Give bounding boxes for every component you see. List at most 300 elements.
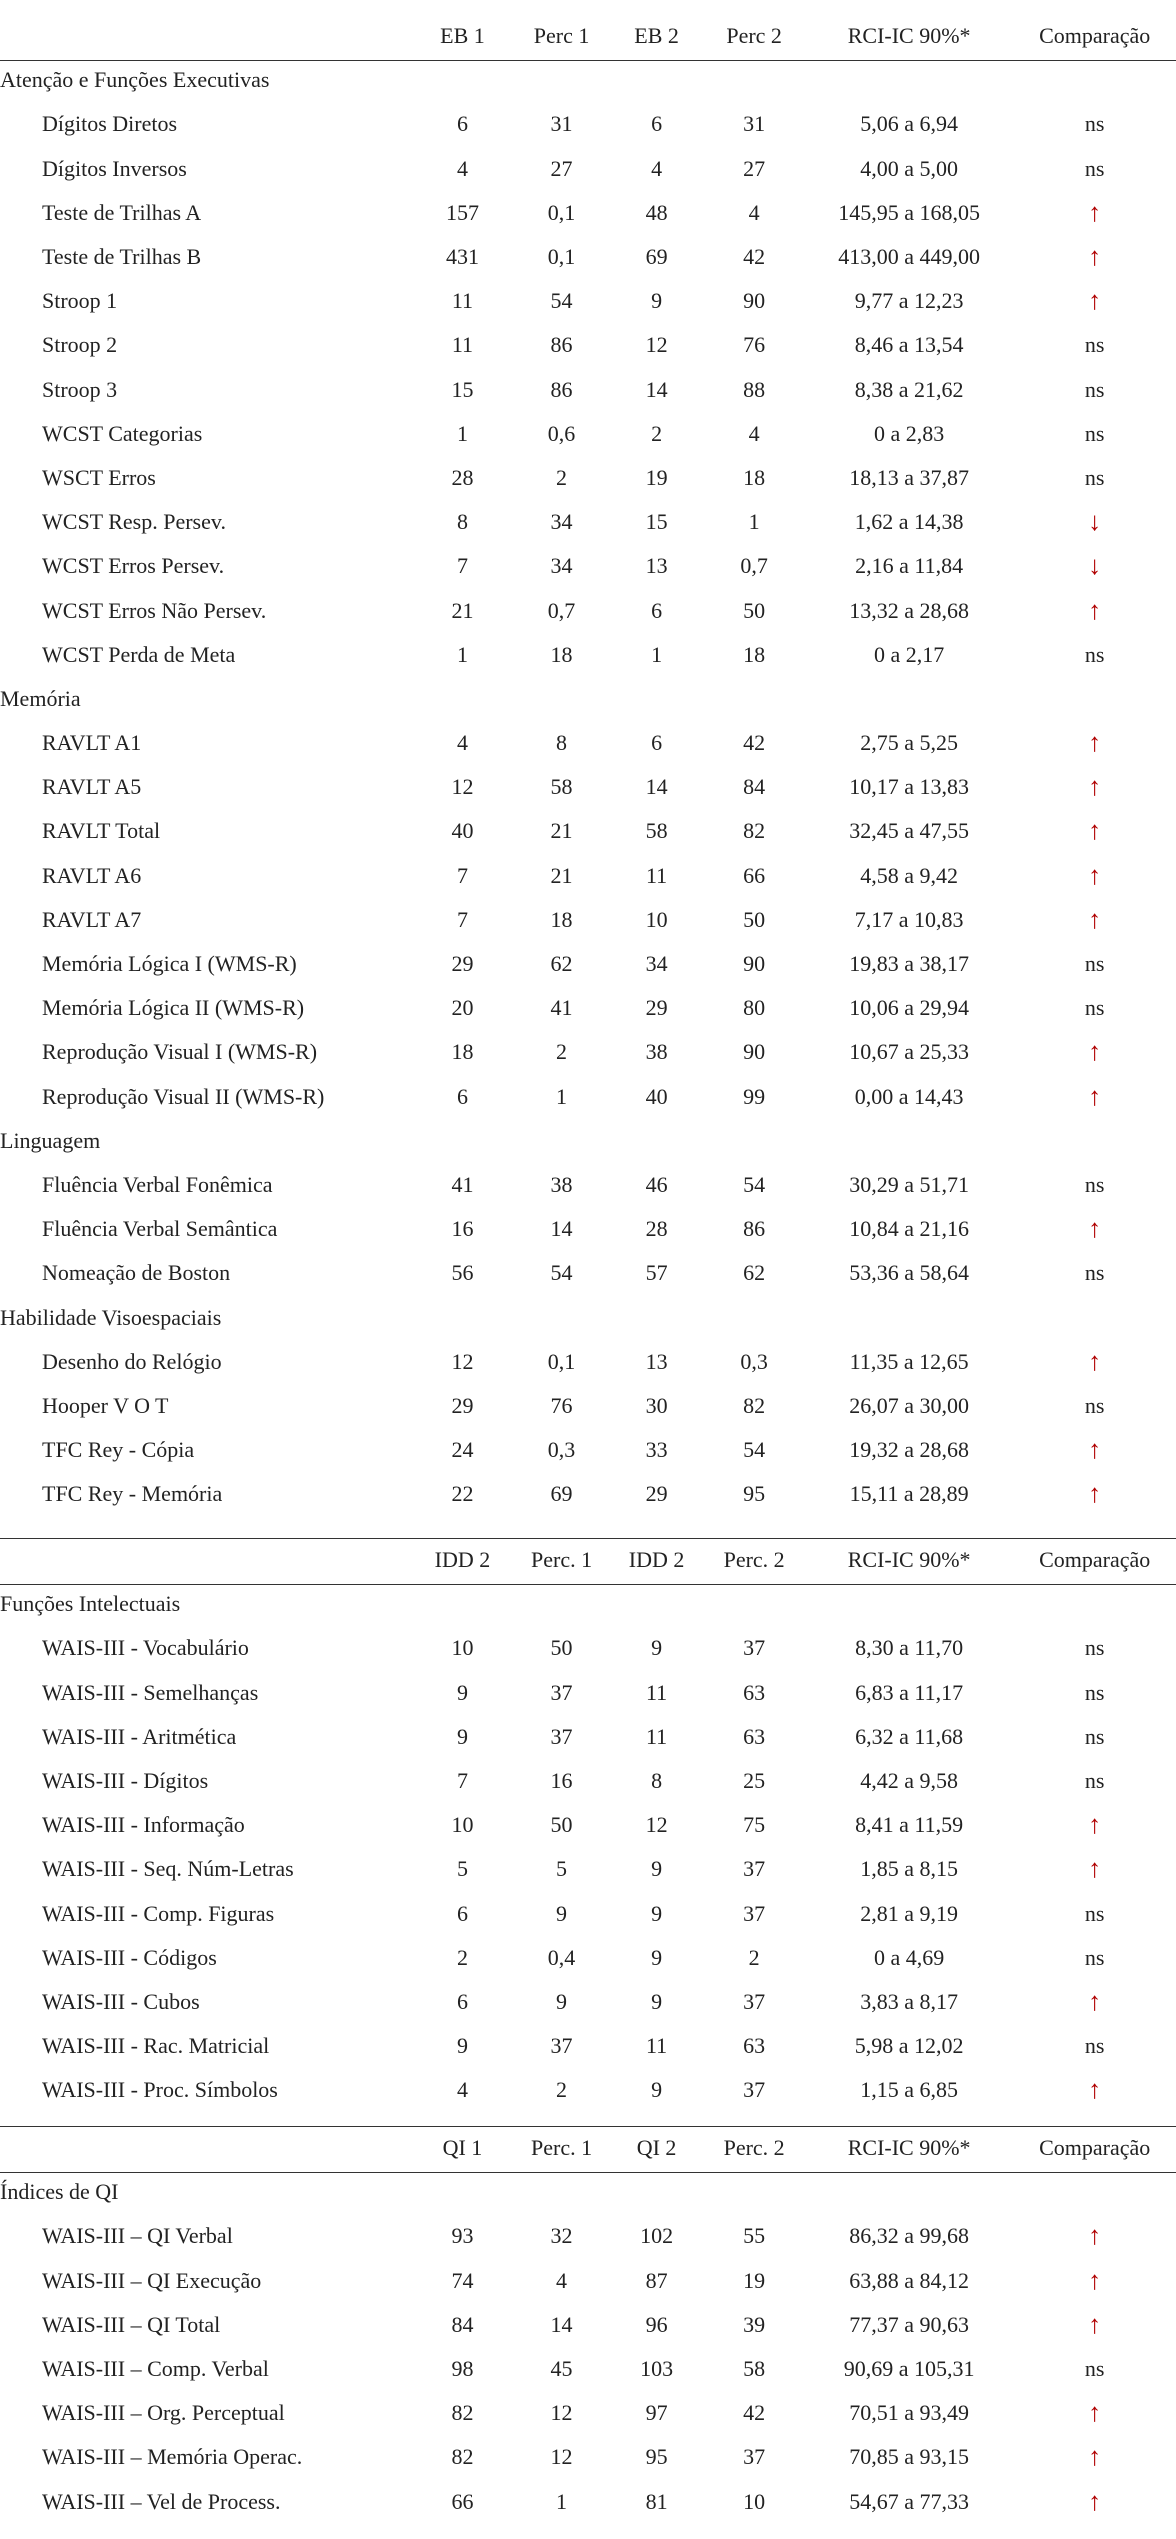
comparison: ns [1084,332,1105,358]
percentile-1: 50 [550,1635,573,1661]
percentile-2: 50 [743,906,766,932]
table-row [0,986,1176,1030]
table-row [0,942,1176,986]
rci-interval: 10,67 a 25,33 [849,1039,970,1065]
table-row [0,765,1176,809]
table-row [0,412,1176,456]
rci-interval: 4,42 a 9,58 [860,1768,959,1794]
percentile-1: 38 [550,1171,573,1197]
column-header [0,14,412,58]
rci-interval: 145,95 a 168,05 [838,199,981,225]
test-name: Reprodução Visual I (WMS-R) [42,1039,318,1065]
test-name: WAIS-III - Semelhanças [42,1679,259,1705]
percentile-2: 54 [743,1437,766,1463]
score-1: 20 [451,995,474,1021]
arrow-up-icon: ↑ [1088,2075,1102,2105]
rci-interval: 70,51 a 93,49 [849,2400,970,2426]
rci-interval: 4,00 a 5,00 [860,155,959,181]
test-name: Memória Lógica II (WMS-R) [42,995,305,1021]
score-2: 9 [651,1856,663,1882]
score-1: 6 [456,111,468,137]
score-1: 7 [456,1768,468,1794]
percentile-1: 62 [550,951,573,977]
score-1: 24 [451,1437,474,1463]
table-rule [0,2126,1176,2127]
score-1: 12 [451,774,474,800]
column-header: EB 1 [440,23,485,49]
table-row [0,1892,1176,1936]
percentile-1: 1 [556,1083,568,1109]
test-name: WAIS-III - Códigos [42,1944,217,1970]
score-1: 16 [451,1216,474,1242]
score-1: 5 [456,1856,468,1882]
percentile-1: 14 [550,1216,573,1242]
arrow-up-icon: ↑ [1088,2398,1102,2428]
percentile-2: 42 [743,244,766,270]
percentile-2: 18 [743,641,766,667]
score-2: 103 [640,2356,674,2382]
table-row [0,323,1176,367]
column-header: IDD 2 [434,1547,491,1573]
column-header: Perc 1 [533,23,590,49]
rci-interval: 1,85 a 8,15 [860,1856,959,1882]
column-header: Perc. 2 [723,2135,785,2161]
table-row [0,1340,1176,1384]
rci-interval: 10,84 a 21,16 [849,1216,970,1242]
column-header: RCI-IC 90%* [847,23,971,49]
rci-interval: 0 a 4,69 [874,1944,945,1970]
section-row [0,1295,1176,1339]
arrow-down-icon: ↓ [1088,551,1102,581]
percentile-1: 54 [550,288,573,314]
percentile-1: 34 [550,553,573,579]
table-rule [0,1538,1176,1539]
column-header: EB 2 [634,23,679,49]
percentile-1: 0,1 [547,1348,576,1374]
percentile-2: 37 [743,2444,766,2470]
percentile-1: 18 [550,641,573,667]
percentile-2: 18 [743,464,766,490]
percentile-1: 50 [550,1812,573,1838]
score-1: 7 [456,553,468,579]
score-2: 30 [645,1392,668,1418]
score-1: 21 [451,597,474,623]
score-2: 69 [645,244,668,270]
comparison: ns [1084,1900,1105,1926]
test-name: WAIS-III – QI Total [42,2311,221,2337]
rci-interval: 53,36 a 58,64 [849,1260,970,1286]
arrow-up-icon: ↑ [1088,1810,1102,1840]
score-2: 9 [651,1988,663,2014]
test-name: WCST Erros Não Persev. [42,597,267,623]
test-name: WAIS-III - Comp. Figuras [42,1900,275,1926]
comparison: ns [1084,1392,1105,1418]
section-title: Habilidade Visoespaciais [0,1304,222,1330]
arrow-up-icon: ↑ [1088,860,1102,890]
percentile-1: 16 [550,1768,573,1794]
test-name: Teste de Trilhas B [42,244,202,270]
score-2: 29 [645,995,668,1021]
table-row [0,2391,1176,2435]
score-2: 48 [645,199,668,225]
score-2: 12 [645,1812,668,1838]
table-row [0,147,1176,191]
percentile-2: 42 [743,2400,766,2426]
comparison: ns [1084,1944,1105,1970]
arrow-up-icon: ↑ [1088,1854,1102,1884]
score-1: 7 [456,906,468,932]
score-2: 95 [645,2444,668,2470]
rci-interval: 0 a 2,83 [874,420,945,446]
rci-interval: 10,06 a 29,94 [849,995,970,1021]
score-1: 93 [451,2223,474,2249]
percentile-1: 0,1 [547,244,576,270]
score-2: 57 [645,1260,668,1286]
comparison: ns [1084,641,1105,667]
percentile-2: 63 [743,2033,766,2059]
rci-interval: 0 a 2,17 [874,641,945,667]
test-name: WAIS-III - Cubos [42,1988,200,2014]
score-1: 4 [456,155,468,181]
score-1: 74 [451,2267,474,2293]
test-name: Fluência Verbal Fonêmica [42,1171,273,1197]
score-1: 66 [451,2488,474,2514]
score-2: 11 [645,1723,668,1749]
table-row [0,1428,1176,1472]
column-header: QI 2 [636,2135,677,2161]
test-name: RAVLT Total [42,818,161,844]
table-row [0,1251,1176,1295]
column-header: Comparação [1039,1547,1151,1573]
test-name: WAIS-III – QI Execução [42,2267,262,2293]
score-2: 81 [645,2488,668,2514]
score-2: 9 [651,2077,663,2103]
column-header: Perc 2 [726,23,782,49]
score-1: 12 [451,1348,474,1374]
percentile-2: 37 [743,1856,766,1882]
table-row [0,809,1176,853]
rci-interval: 11,35 a 12,65 [849,1348,969,1374]
table-row [0,1384,1176,1428]
percentile-1: 37 [550,1723,573,1749]
score-1: 10 [451,1812,474,1838]
rci-interval: 18,13 a 37,87 [849,464,970,490]
score-1: 4 [456,2077,468,2103]
percentile-1: 69 [550,1481,573,1507]
score-2: 4 [651,155,663,181]
rci-interval: 90,69 a 105,31 [843,2356,975,2382]
header-row [0,1538,1176,1582]
test-name: Hooper V O T [42,1392,169,1418]
rci-interval: 70,85 a 93,15 [849,2444,970,2470]
rci-interval: 19,83 a 38,17 [849,951,970,977]
percentile-1: 2 [556,2077,568,2103]
percentile-2: 4 [748,420,760,446]
score-2: 8 [651,1768,663,1794]
column-header [0,2126,412,2170]
percentile-2: 95 [743,1481,766,1507]
comparison: ns [1084,995,1105,1021]
test-name: Dígitos Diretos [42,111,178,137]
score-2: 11 [645,2033,668,2059]
percentile-2: 4 [748,199,760,225]
comparison: ns [1084,155,1105,181]
arrow-up-icon: ↑ [1088,1081,1102,1111]
percentile-2: 66 [743,862,766,888]
test-name: WAIS-III - Informação [42,1812,245,1838]
table-row [0,544,1176,588]
percentile-1: 2 [556,1039,568,1065]
score-2: 97 [645,2400,668,2426]
arrow-up-icon: ↑ [1088,2442,1102,2472]
table-row [0,368,1176,412]
percentile-1: 0,1 [547,199,576,225]
percentile-2: 63 [743,1723,766,1749]
percentile-2: 58 [743,2356,766,2382]
test-name: WCST Categorias [42,420,203,446]
test-name: Desenho do Relógio [42,1348,222,1374]
table-row [0,2214,1176,2258]
percentile-2: 42 [743,730,766,756]
score-2: 15 [645,509,668,535]
test-name: WAIS-III – Vel de Process. [42,2488,281,2514]
table-rule [0,1584,1176,1585]
rci-interval: 10,17 a 13,83 [849,774,970,800]
score-1: 28 [451,464,474,490]
percentile-2: 50 [743,597,766,623]
table-row [0,2068,1176,2112]
percentile-1: 5 [556,1856,568,1882]
table-row [0,1075,1176,1119]
percentile-1: 14 [550,2311,573,2337]
arrow-up-icon: ↑ [1088,197,1102,227]
section-title: Índices de QI [0,2179,119,2205]
percentile-1: 9 [556,1988,568,2014]
test-name: Dígitos Inversos [42,155,187,181]
table-row [0,1936,1176,1980]
table-row [0,633,1176,677]
score-1: 9 [456,2033,468,2059]
score-1: 9 [456,1723,468,1749]
rci-interval: 2,75 a 5,25 [860,730,959,756]
rci-interval: 19,32 a 28,68 [849,1437,970,1463]
percentile-2: 19 [743,2267,766,2293]
score-2: 10 [645,906,668,932]
comparison: ns [1084,420,1105,446]
score-2: 9 [651,1635,663,1661]
percentile-2: 55 [743,2223,766,2249]
percentile-2: 90 [743,1039,766,1065]
arrow-up-icon: ↑ [1088,1214,1102,1244]
table-row [0,898,1176,942]
percentile-1: 9 [556,1900,568,1926]
score-1: 11 [451,288,474,314]
score-2: 2 [651,420,663,446]
test-name: WCST Resp. Persev. [42,509,226,535]
percentile-2: 90 [743,288,766,314]
rci-interval: 13,32 a 28,68 [849,597,970,623]
score-2: 6 [651,730,663,756]
test-name: Reprodução Visual II (WMS-R) [42,1083,325,1109]
table-row [0,1626,1176,1670]
score-1: 98 [451,2356,474,2382]
percentile-1: 58 [550,774,573,800]
table-row [0,854,1176,898]
rci-interval: 7,17 a 10,83 [854,906,964,932]
percentile-2: 27 [743,155,766,181]
table-row [0,1715,1176,1759]
test-name: Stroop 2 [42,332,118,358]
percentile-1: 21 [550,818,573,844]
score-1: 15 [451,376,474,402]
score-2: 96 [645,2311,668,2337]
percentile-2: 82 [743,1392,766,1418]
percentile-1: 12 [550,2400,573,2426]
arrow-down-icon: ↓ [1088,507,1102,537]
rci-interval: 32,45 a 47,55 [849,818,970,844]
arrow-up-icon: ↑ [1088,772,1102,802]
rci-interval: 5,06 a 6,94 [860,111,959,137]
comparison: ns [1084,1679,1105,1705]
rci-interval: 8,41 a 11,59 [855,1812,964,1838]
section-row [0,2170,1176,2214]
percentile-1: 37 [550,1679,573,1705]
percentile-2: 62 [743,1260,766,1286]
column-header: RCI-IC 90%* [847,2135,971,2161]
section-row [0,1119,1176,1163]
test-name: WAIS-III - Dígitos [42,1768,209,1794]
score-1: 11 [451,332,474,358]
table-row [0,235,1176,279]
arrow-up-icon: ↑ [1088,2265,1102,2295]
table-row [0,1759,1176,1803]
arrow-up-icon: ↑ [1088,1037,1102,1067]
column-header: Perc. 2 [723,1547,785,1573]
percentile-1: 2 [556,464,568,490]
score-1: 56 [451,1260,474,1286]
table-row [0,1472,1176,1516]
score-2: 34 [645,951,668,977]
table-row [0,2024,1176,2068]
score-2: 87 [645,2267,668,2293]
comparison: ns [1084,1171,1105,1197]
test-name: RAVLT A1 [42,730,142,756]
test-name: WAIS-III – QI Verbal [42,2223,233,2249]
score-1: 1 [456,641,468,667]
percentile-2: 37 [743,2077,766,2103]
comparison: ns [1084,1635,1105,1661]
percentile-2: 63 [743,1679,766,1705]
rci-interval: 6,83 a 11,17 [855,1679,964,1705]
table-row [0,1163,1176,1207]
percentile-2: 25 [743,1768,766,1794]
arrow-up-icon: ↑ [1088,2221,1102,2251]
rci-interval: 86,32 a 99,68 [849,2223,970,2249]
section-title: Funções Intelectuais [0,1591,181,1617]
percentile-1: 45 [550,2356,573,2382]
arrow-up-icon: ↑ [1088,242,1102,272]
table-row [0,456,1176,500]
score-1: 2 [456,1944,468,1970]
test-name: RAVLT A6 [42,862,142,888]
percentile-1: 0,7 [547,597,576,623]
percentile-2: 37 [743,1635,766,1661]
test-name: RAVLT A7 [42,906,142,932]
percentile-1: 0,4 [547,1944,576,1970]
percentile-2: 37 [743,1900,766,1926]
table-row [0,1980,1176,2024]
table-row [0,1803,1176,1847]
test-name: WSCT Erros [42,464,156,490]
percentile-1: 86 [550,376,573,402]
test-name: WAIS-III – Comp. Verbal [42,2356,269,2382]
comparison: ns [1084,376,1105,402]
rci-interval: 8,38 a 21,62 [854,376,964,402]
section-title: Linguagem [0,1127,101,1153]
score-2: 12 [645,332,668,358]
section-row [0,677,1176,721]
test-name: WAIS-III – Org. Perceptual [42,2400,285,2426]
column-header: QI 1 [442,2135,483,2161]
column-header: RCI-IC 90%* [847,1547,971,1573]
percentile-1: 27 [550,155,573,181]
table-row [0,2347,1176,2391]
score-1: 6 [456,1988,468,2014]
score-1: 4 [456,730,468,756]
percentile-1: 76 [550,1392,573,1418]
rci-interval: 15,11 a 28,89 [849,1481,969,1507]
arrow-up-icon: ↑ [1088,904,1102,934]
rci-interval: 77,37 a 90,63 [849,2311,970,2337]
score-2: 14 [645,774,668,800]
score-2: 40 [645,1083,668,1109]
table-row [0,721,1176,765]
table-main [0,14,1176,1516]
comparison: ns [1084,951,1105,977]
score-2: 38 [645,1039,668,1065]
score-2: 33 [645,1437,668,1463]
table-row [0,1030,1176,1074]
score-1: 6 [456,1083,468,1109]
arrow-up-icon: ↑ [1088,595,1102,625]
test-name: Fluência Verbal Semântica [42,1216,278,1242]
test-name: WAIS-III - Proc. Símbolos [42,2077,278,2103]
percentile-2: 31 [743,111,766,137]
rci-interval: 413,00 a 449,00 [838,244,981,270]
percentile-1: 41 [550,995,573,1021]
score-1: 41 [451,1171,474,1197]
score-2: 6 [651,111,663,137]
score-2: 29 [645,1481,668,1507]
column-header [0,1538,412,1582]
score-1: 29 [451,1392,474,1418]
rci-interval: 1,62 a 14,38 [854,509,964,535]
percentile-1: 8 [556,730,568,756]
score-1: 7 [456,862,468,888]
arrow-up-icon: ↑ [1088,286,1102,316]
section-row [0,58,1176,102]
percentile-2: 76 [743,332,766,358]
rci-interval: 3,83 a 8,17 [860,1988,959,2014]
score-1: 22 [451,1481,474,1507]
percentile-2: 84 [743,774,766,800]
score-1: 6 [456,1900,468,1926]
percentile-1: 54 [550,1260,573,1286]
table-row [0,2480,1176,2524]
score-2: 9 [651,288,663,314]
column-header: Perc. 1 [531,2135,593,2161]
percentile-1: 0,3 [547,1437,576,1463]
